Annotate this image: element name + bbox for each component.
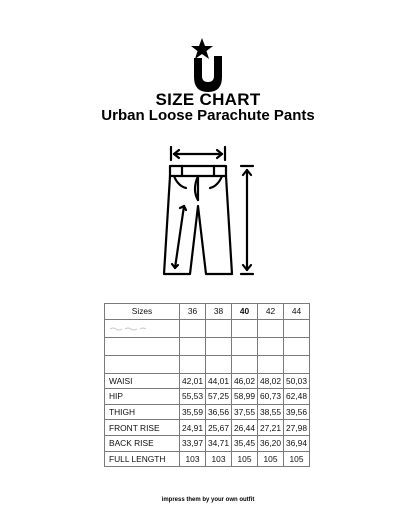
measurement-label: FULL LENGTH: [105, 451, 180, 467]
measurement-value: 57,25: [206, 389, 232, 405]
table-row: [105, 404, 310, 420]
measurement-value: 105: [284, 451, 310, 467]
size-col-header: 44: [284, 304, 310, 320]
measurement-value: 48,02: [258, 373, 284, 389]
measurement-value: 58,99: [232, 389, 258, 405]
page-title: SIZE CHART: [155, 90, 261, 109]
star-u-logo-icon: [188, 36, 228, 94]
product-name: Urban Loose Parachute Pants: [101, 107, 315, 124]
table-row-blank: [105, 337, 310, 355]
measurement-value: 27,21: [258, 420, 284, 436]
size-col-header: 36: [180, 304, 206, 320]
table-row: [105, 373, 310, 389]
measurement-label: THIGH: [105, 404, 180, 420]
sizes-header: Sizes: [105, 304, 180, 320]
table-row: [105, 389, 310, 405]
measurement-value: 105: [258, 451, 284, 467]
pants-measurement-icon: [158, 144, 258, 280]
measurement-value: 38,55: [258, 404, 284, 420]
measurement-value: 35,45: [232, 435, 258, 451]
table-row: [105, 420, 310, 436]
measurement-value: 105: [232, 451, 258, 467]
measurement-label: FRONT RISE: [105, 420, 180, 436]
footer-tagline: impress them by your own outfit: [161, 497, 255, 503]
measurement-value: 34,71: [206, 435, 232, 451]
measurement-value: 36,20: [258, 435, 284, 451]
measurement-value: 37,55: [232, 404, 258, 420]
faint-scribble: [105, 319, 180, 337]
measurement-value: 103: [206, 451, 232, 467]
measurement-value: 50,03: [284, 373, 310, 389]
measurement-value: 60,73: [258, 389, 284, 405]
measurement-value: 35,59: [180, 404, 206, 420]
measurement-value: 25,67: [206, 420, 232, 436]
measurement-value: 39,56: [284, 404, 310, 420]
measurement-value: 44,01: [206, 373, 232, 389]
measurement-value: 36,94: [284, 435, 310, 451]
measurement-value: 46,02: [232, 373, 258, 389]
faint-scribble-icon: [109, 326, 149, 331]
measurement-value: 33,97: [180, 435, 206, 451]
size-col-header-highlighted: 40: [232, 304, 258, 320]
measurement-value: 26,44: [232, 420, 258, 436]
measurement-value: 55,53: [180, 389, 206, 405]
size-table: [104, 303, 310, 467]
measurement-label: HIP: [105, 389, 180, 405]
measurement-label: BACK RISE: [105, 435, 180, 451]
measurement-value: 62,48: [284, 389, 310, 405]
measurement-value: 24,91: [180, 420, 206, 436]
table-row-blank: [105, 319, 310, 337]
measurement-label: WAISI: [105, 373, 180, 389]
measurement-value: 103: [180, 451, 206, 467]
table-row-blank: [105, 355, 310, 373]
table-row: [105, 435, 310, 451]
size-col-header: 42: [258, 304, 284, 320]
table-row: [105, 451, 310, 467]
measurement-value: 27,98: [284, 420, 310, 436]
measurement-value: 42,01: [180, 373, 206, 389]
size-col-header: 38: [206, 304, 232, 320]
measurement-value: 36,56: [206, 404, 232, 420]
table-header-row: [105, 304, 310, 320]
